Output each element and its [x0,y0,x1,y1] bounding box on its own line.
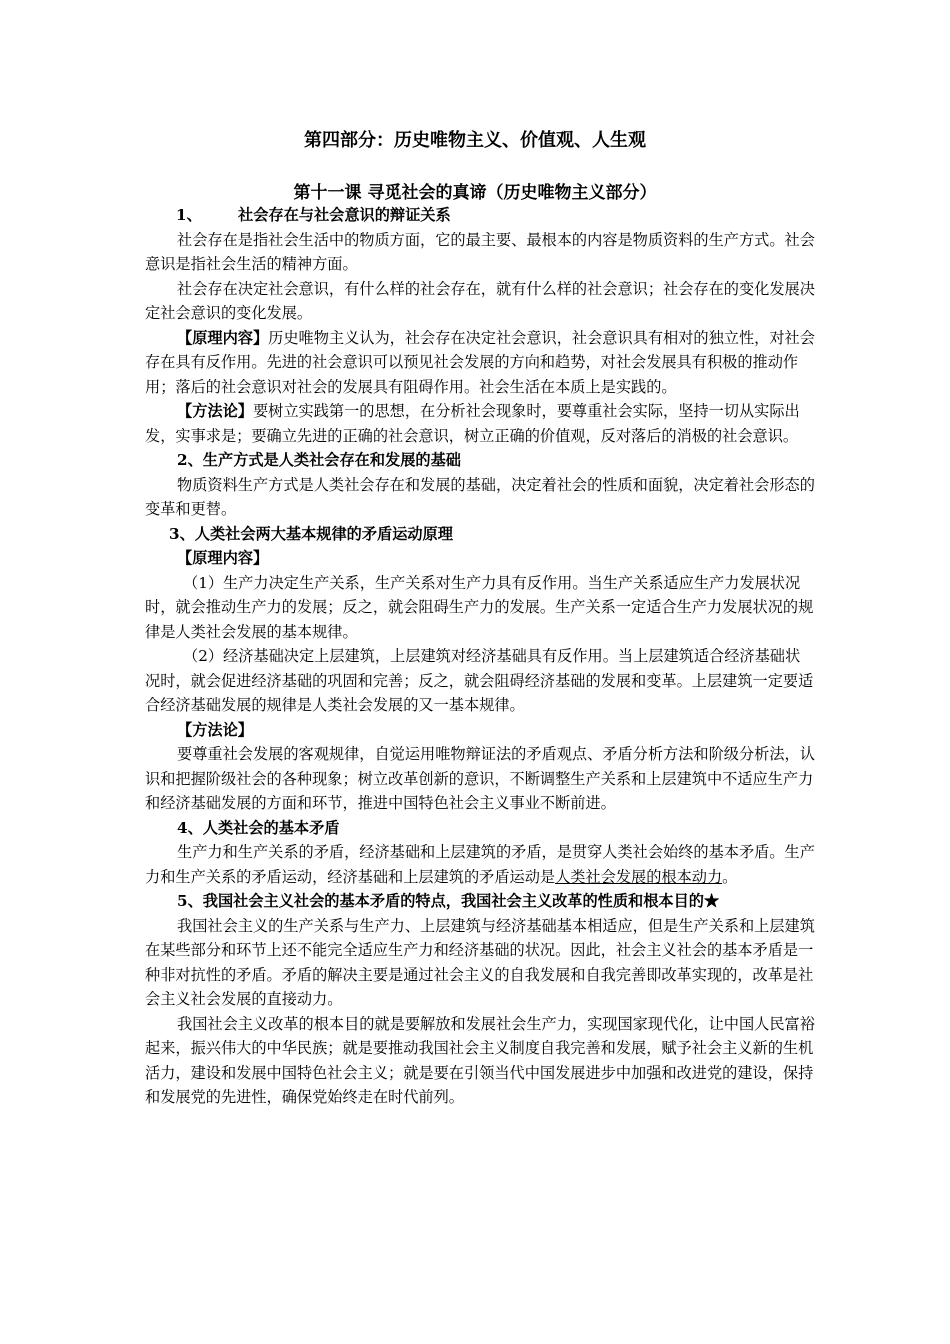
document-body [145,203,815,1110]
section-2-heading: 2、生产方式是人类社会存在和发展的基础 [177,451,461,469]
section-4-text: 生产力和生产关系的矛盾，经济基础和上层建筑的矛盾，是贯穿人类社会始终的基本矛盾。生产力和生产关系的矛盾运动，经济基础和上层建筑的矛盾运动是 [145,843,815,886]
section-1-heading [145,203,815,228]
section-1-method [145,399,815,448]
section-1-principle [145,326,815,400]
section-5-heading: 5、我国社会主义社会的基本矛盾的特点，我国社会主义改革的性质和根本目的★ [177,892,720,910]
part-title: 第四部分：历史唯物主义、价值观、人生观 [304,130,646,151]
section-3-item-1: （1）生产力决定生产关系，生产关系对生产力具有反作用。当生产关系适应生产力发展状况时，就会推动生产力的发展；反之，就会阻碍生产力的发展。生产关系一定适合生产力发展状况的规律是人类社会发展的基本规律。 [145,573,814,641]
lesson-title: 第十一课 寻觅社会的真谛（历史唯物主义部分） [293,183,657,203]
section-5-paragraph-1: 我国社会主义的生产关系与生产力、上层建筑与经济基础基本相适应，但是生产关系和上层建筑在某些部分和环节上还不能完全适应生产力和经济基础的状况。因此，社会主义社会的基本矛盾是一种非对抗性的矛盾。矛盾的解决主要是通过社会主义的自我发展和自我完善即改革实现的，改革是社会主义社会发展的直接动力。 [145,916,815,1008]
method-tag: 【方法论】 [177,402,253,420]
section-4-heading: 4、人类社会的基本矛盾 [177,818,340,837]
section-1-paragraph-2: 社会存在决定社会意识，有什么样的社会存在，就有什么样的社会意识；社会存在的变化发展决定社会意识的变化发展。 [145,279,815,322]
section-4-paragraph-1 [145,840,815,889]
section-5-paragraph-2: 我国社会主义改革的根本目的就是要解放和发展社会生产力，实现国家现代化，让中国人民富裕起来，振兴伟大的中华民族；就是要推动我国社会主义制度自我完善和发展，赋予社会主义新的生机活力，建设和发展中国特色社会主义；就是要在引领当代中国发展进步中加强和改进党的建设，保持和发展党的先进性，确保党始终走在时代前列。 [145,1014,815,1106]
section-3-item-2: （2）经济基础决定上层建筑，上层建筑对经济基础具有反作用。当上层建筑适合经济基础状况时，就会促进经济基础的巩固和完善；反之，就会阻碍经济基础的发展和变革。上层建筑一定要适合经济基础发展的规律是人类社会发展的又一基本规律。 [145,647,814,714]
section-4-underlined-text: 人类社会发展的根本动力 [555,867,723,886]
section-3-method-tag: 【方法论】 [177,720,253,739]
section-2-paragraph-1: 物质资料生产方式是人类社会存在和发展的基础，决定着社会的性质和面貌，决定着社会形态的变革和更替。 [145,475,815,518]
section-3-heading: 3、人类社会两大基本规律的矛盾运动原理 [169,524,453,543]
section-1-paragraph-1: 社会存在是指社会生活中的物质方面，它的最主要、最根本的内容是物质资料的生产方式。社会意识是指社会生活的精神方面。 [145,230,815,273]
principle-text: 历史唯物主义认为，社会存在决定社会意识，社会意识具有相对的独立性，对社会存在具有反作用。先进的社会意识可以预见社会发展的方向和趋势，对社会发展具有积极的推动作用；落后的社会意识对社会的发展具有阻碍作用。社会生活在本质上是实践的。 [145,328,815,396]
section-4-end: 。 [722,867,738,886]
section-3-method-text: 要尊重社会发展的客观规律，自觉运用唯物辩证法的矛盾观点、矛盾分析方法和阶级分析法，认识和把握阶级社会的各种现象；树立改革创新的意识，不断调整生产关系和上层建筑中不适应生产力和经济基础发展的方面和环节，推进中国特色社会主义事业不断前进。 [145,745,815,812]
principle-tag: 【原理内容】 [177,328,269,347]
section-1-heading-text: 社会存在与社会意识的辩证关系 [238,206,451,224]
section-1-number: 1、 [176,206,202,224]
section-3-principle-tag: 【原理内容】 [177,549,269,567]
method-text: 要树立实践第一的思想，在分析社会现象时，要尊重社会实际，坚持一切从实际出发，实事求是；要确立先进的正确的社会意识，树立正确的价值观，反对落后的消极的社会意识。 [145,402,800,445]
